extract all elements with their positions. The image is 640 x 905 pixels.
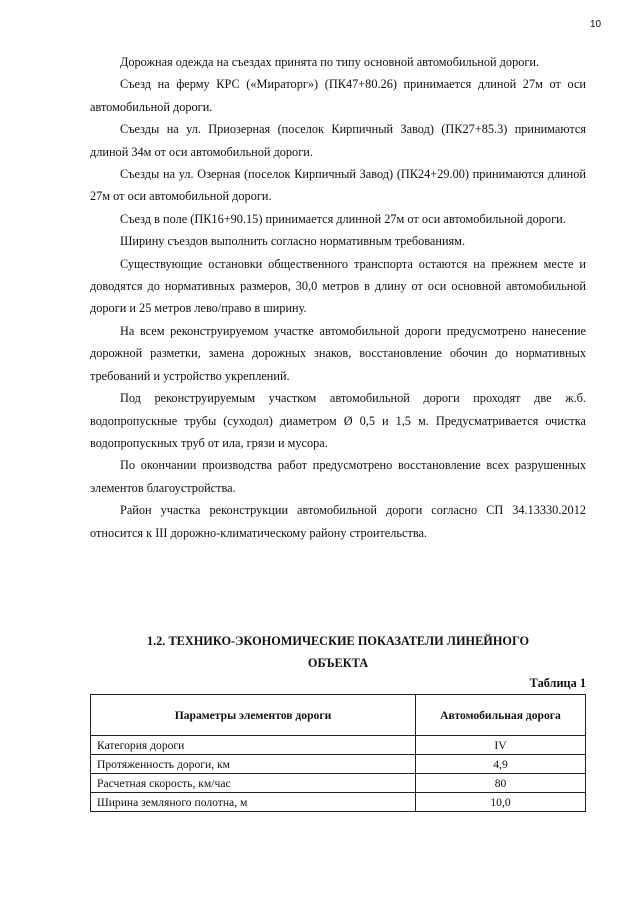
table-cell: IV (416, 736, 586, 755)
table-cell: Расчетная скорость, км/час (91, 774, 416, 793)
paragraph: Ширину съездов выполнить согласно нормативным требованиям. (120, 234, 466, 249)
table-cell: 4,9 (416, 755, 586, 774)
section-title-line: ОБЪЕКТА (307, 656, 369, 670)
table-row (91, 793, 586, 812)
table-cell: 80 (416, 774, 586, 793)
table-cell: Протяженность дороги, км (91, 755, 416, 774)
paragraph: По окончании производства работ предусмотрено восстановление всех разрушенных элементов благоустройства. (90, 458, 586, 495)
body-text (90, 51, 586, 544)
table-header-row (91, 695, 586, 736)
paragraph: Существующие остановки общественного транспорта остаются на прежнем месте и доводятся до нормативных размеров, 30,0 метров в длину от оси основной автомобильной дороги и 25 метров лево/право в ширину. (90, 256, 586, 316)
paragraph: Район участка реконструкции автомобильной дороги согласно СП 34.13330.2012 относится к III дорожно-климатическому району строительства. (90, 503, 586, 540)
table-row (91, 774, 586, 793)
paragraph: Под реконструируемым участком автомобильной дороги проходят две ж.б. водопропускные трубы (суходол) диаметром Ø 0,5 и 1,5 м. Предусматривается очистка водопропускных труб от ила, грязи и мусора. (90, 391, 586, 450)
paragraph: Съезд на ферму КРС («Мираторг») (ПК47+80.26) принимается длиной 27м от оси автомобильной дороги. (90, 77, 586, 114)
table-row (91, 736, 586, 755)
paragraph: Съезды на ул. Озерная (поселок Кирпичный Завод) (ПК24+29.00) принимаются длиной 27м от оси автомобильной дороги. (90, 167, 586, 204)
paragraph: Съезд в поле (ПК16+90.15) принимается длинной 27м от оси автомобильной дороги. (120, 211, 566, 226)
paragraph: На всем реконструируемом участке автомобильной дороги предусмотрено нанесение дорожной разметки, замена дорожных знаков, восстановление обочин до нормативных требований и устройство укреплений. (90, 323, 586, 383)
table-cell: Категория дороги (91, 736, 416, 755)
table-header-cell: Параметры элементов дороги (91, 695, 416, 736)
section-title (90, 630, 586, 674)
table-caption: Таблица 1 (529, 676, 586, 690)
table-cell: 10,0 (416, 793, 586, 812)
road-parameters-table (90, 694, 586, 812)
paragraph: Съезды на ул. Приозерная (поселок Кирпичный Завод) (ПК27+85.3) принимаются длиной 34м от оси автомобильной дороги. (90, 122, 586, 159)
table-header-cell: Автомобильная дорога (416, 695, 586, 736)
section-title-line: 1.2. ТЕХНИКО-ЭКОНОМИЧЕСКИЕ ПОКАЗАТЕЛИ ЛИНЕЙНОГО (146, 634, 530, 648)
table-cell: Ширина земляного полотна, м (91, 793, 416, 812)
table-row (91, 755, 586, 774)
paragraph: Дорожная одежда на съездах принята по типу основной автомобильной дороги. (120, 55, 540, 69)
page-number: 10 (590, 19, 602, 30)
